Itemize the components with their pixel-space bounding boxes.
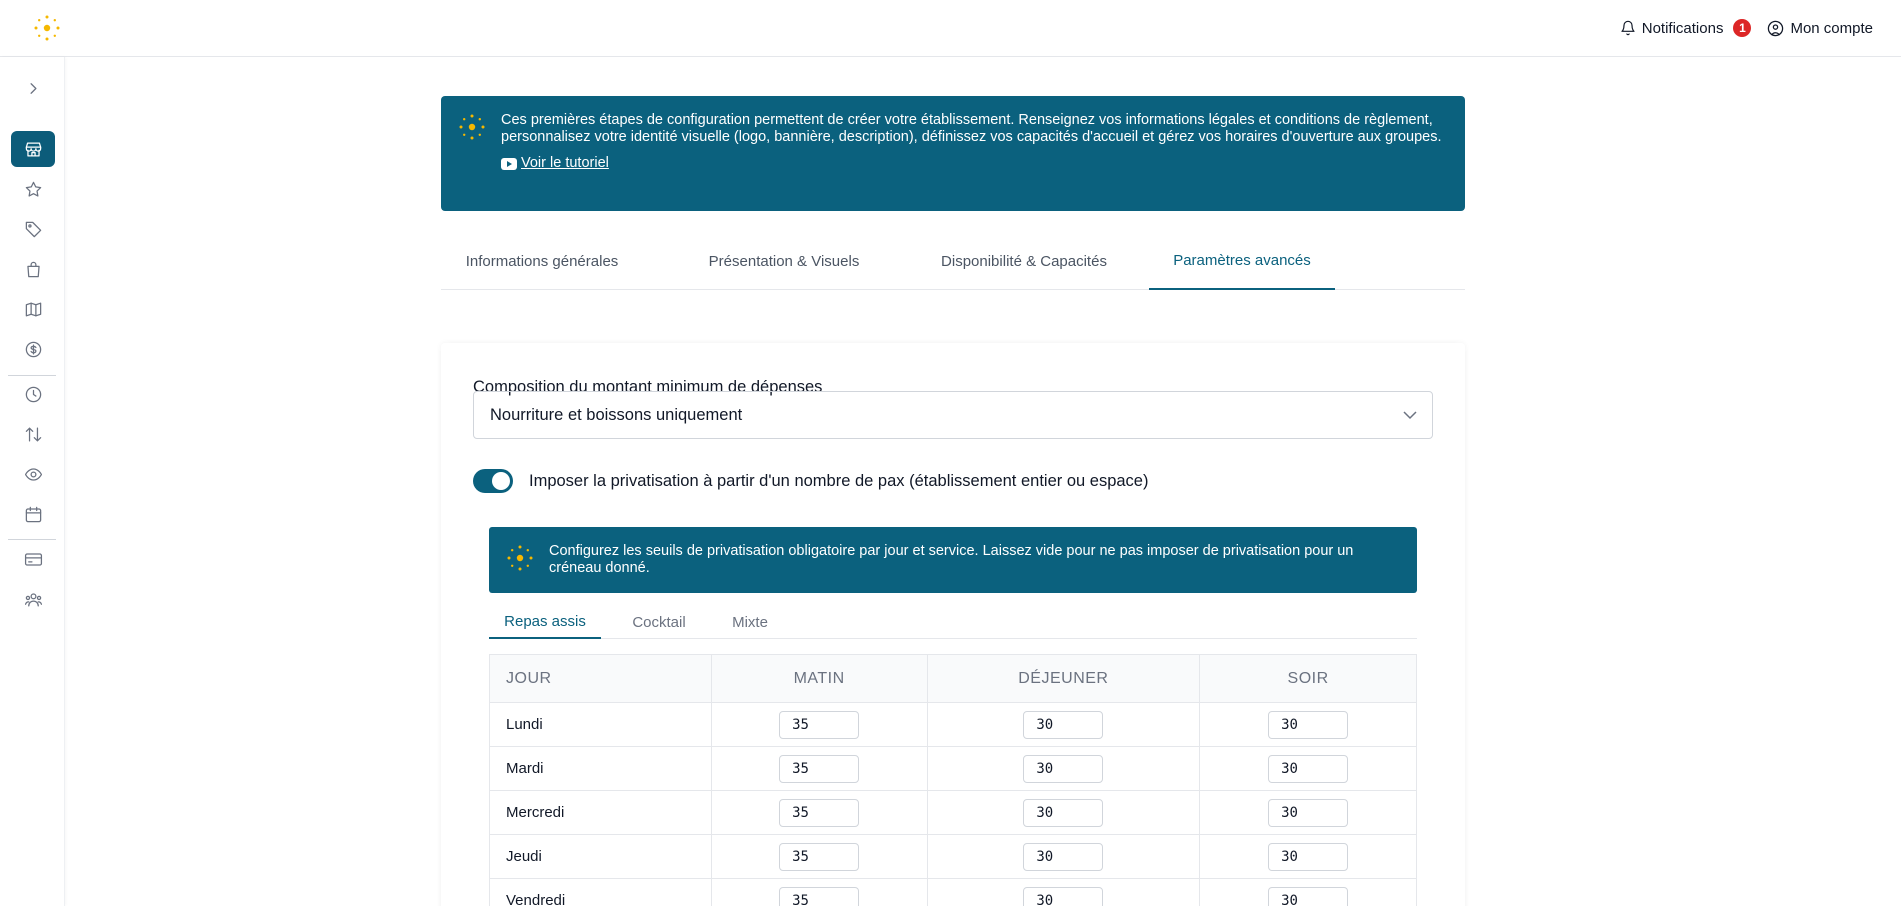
chevron-down-icon xyxy=(1402,409,1418,421)
day-cell: Mardi xyxy=(490,747,712,791)
sidebar-item-transfers[interactable] xyxy=(11,416,55,452)
eye-icon xyxy=(24,465,43,484)
column-header-lunch: DÉJEUNER xyxy=(927,655,1200,703)
tutorial-link-label: Voir le tutoriel xyxy=(521,155,609,171)
settings-tabs xyxy=(441,232,1465,290)
tab-general-info[interactable]: Informations générales xyxy=(465,252,619,270)
account-button[interactable] xyxy=(1767,20,1873,37)
sidebar-item-establishment[interactable] xyxy=(11,131,55,167)
tab-availability[interactable]: Disponibilité & Capacités xyxy=(941,252,1107,270)
lunch-threshold-input[interactable] xyxy=(1023,711,1103,739)
min-spend-select[interactable] xyxy=(473,391,1433,439)
morning-threshold-input[interactable] xyxy=(779,843,859,871)
top-right-actions xyxy=(1620,0,1873,56)
day-cell: Jeudi xyxy=(490,835,712,879)
dollar-circle-icon xyxy=(24,340,43,359)
evening-threshold-input[interactable] xyxy=(1268,843,1348,871)
sidebar xyxy=(0,57,65,906)
notifications-label: Notifications xyxy=(1641,19,1724,37)
day-cell: Vendredi xyxy=(490,879,712,906)
table-row xyxy=(490,703,1417,747)
evening-threshold-input[interactable] xyxy=(1268,799,1348,827)
sidebar-item-preview[interactable] xyxy=(11,456,55,492)
setup-info-banner xyxy=(441,96,1465,211)
shopping-bag-icon xyxy=(24,260,43,279)
meal-type-tabs xyxy=(489,605,1417,639)
clock-icon xyxy=(24,385,43,404)
privatisation-thresholds-table xyxy=(489,654,1417,906)
table-header-row xyxy=(490,655,1417,703)
tag-icon xyxy=(24,220,43,239)
map-icon xyxy=(24,300,43,319)
privatisation-toggle[interactable] xyxy=(473,469,513,493)
top-bar xyxy=(0,0,1901,57)
morning-threshold-input[interactable] xyxy=(779,799,859,827)
privatisation-row xyxy=(473,469,1148,493)
sun-icon xyxy=(505,543,535,573)
tab-advanced-settings[interactable]: Paramètres avancés xyxy=(1149,232,1335,290)
evening-threshold-input[interactable] xyxy=(1268,887,1348,906)
sidebar-expand-button[interactable] xyxy=(11,70,55,106)
calendar-icon xyxy=(24,505,43,524)
sidebar-item-favorites[interactable] xyxy=(11,171,55,207)
tab-cocktail[interactable]: Cocktail xyxy=(632,613,686,631)
morning-threshold-input[interactable] xyxy=(779,887,859,906)
day-cell: Mercredi xyxy=(490,791,712,835)
youtube-icon xyxy=(501,158,517,170)
store-icon xyxy=(24,140,43,159)
sidebar-item-pricing[interactable] xyxy=(11,331,55,367)
bell-icon xyxy=(1620,20,1636,36)
user-circle-icon xyxy=(1767,20,1784,37)
star-icon xyxy=(24,180,43,199)
evening-threshold-input[interactable] xyxy=(1268,711,1348,739)
sidebar-item-tags[interactable] xyxy=(11,211,55,247)
min-spend-value: Nourriture et boissons uniquement xyxy=(490,405,743,424)
sidebar-item-payments[interactable] xyxy=(11,541,55,577)
morning-threshold-input[interactable] xyxy=(779,755,859,783)
sidebar-divider xyxy=(8,539,56,540)
sidebar-item-calendar[interactable] xyxy=(11,496,55,532)
tab-mixed[interactable]: Mixte xyxy=(732,613,768,631)
sidebar-item-team[interactable] xyxy=(11,581,55,617)
setup-info-text: Ces premières étapes de configuration permettent de créer votre établissement. Renseignez vos informations légales et conditions de règlement, personnalisez votre identité visuelle (logo, bannière, description), définissez vos capacités d'accueil et gérez vos horaires d'ouverture aux groupes. xyxy=(501,112,1442,145)
lunch-threshold-input[interactable] xyxy=(1023,843,1103,871)
table-row xyxy=(490,791,1417,835)
sun-icon xyxy=(457,112,487,142)
advanced-settings-card xyxy=(441,343,1465,906)
main-content xyxy=(441,96,1465,906)
sidebar-item-schedule[interactable] xyxy=(11,376,55,412)
tutorial-link[interactable] xyxy=(501,155,1445,172)
lunch-threshold-input[interactable] xyxy=(1023,755,1103,783)
column-header-day: JOUR xyxy=(490,655,712,703)
morning-threshold-input[interactable] xyxy=(779,711,859,739)
table-row xyxy=(490,879,1417,906)
evening-threshold-input[interactable] xyxy=(1268,755,1348,783)
privatisation-info-text: Configurez les seuils de privatisation obligatoire par jour et service. Laissez vide pour ne pas imposer de privatisation pour un créneau donné. xyxy=(549,543,1354,576)
privatisation-toggle-label: Imposer la privatisation à partir d'un nombre de pax (établissement entier ou espace) xyxy=(529,471,1149,490)
table-row xyxy=(490,835,1417,879)
tab-presentation[interactable]: Présentation & Visuels xyxy=(708,252,860,270)
min-spend-label: Composition du montant minimum de dépenses xyxy=(473,378,823,396)
notifications-badge: 1 xyxy=(1733,19,1751,37)
day-cell: Lundi xyxy=(490,703,712,747)
sun-logo-icon[interactable] xyxy=(32,13,62,43)
lunch-threshold-input[interactable] xyxy=(1023,799,1103,827)
privatisation-info-banner xyxy=(489,527,1417,593)
account-label: Mon compte xyxy=(1790,19,1873,37)
credit-card-icon xyxy=(24,550,43,569)
column-header-evening: SOIR xyxy=(1200,655,1417,703)
column-header-morning: MATIN xyxy=(711,655,927,703)
table-row xyxy=(490,747,1417,791)
sidebar-item-map[interactable] xyxy=(11,291,55,327)
lunch-threshold-input[interactable] xyxy=(1023,887,1103,906)
sidebar-item-orders[interactable] xyxy=(11,251,55,287)
tab-seated-meal[interactable]: Repas assis xyxy=(489,605,601,639)
chevron-right-icon xyxy=(24,79,43,98)
notifications-button[interactable] xyxy=(1620,19,1752,37)
arrows-up-down-icon xyxy=(24,425,43,444)
users-icon xyxy=(24,590,43,609)
